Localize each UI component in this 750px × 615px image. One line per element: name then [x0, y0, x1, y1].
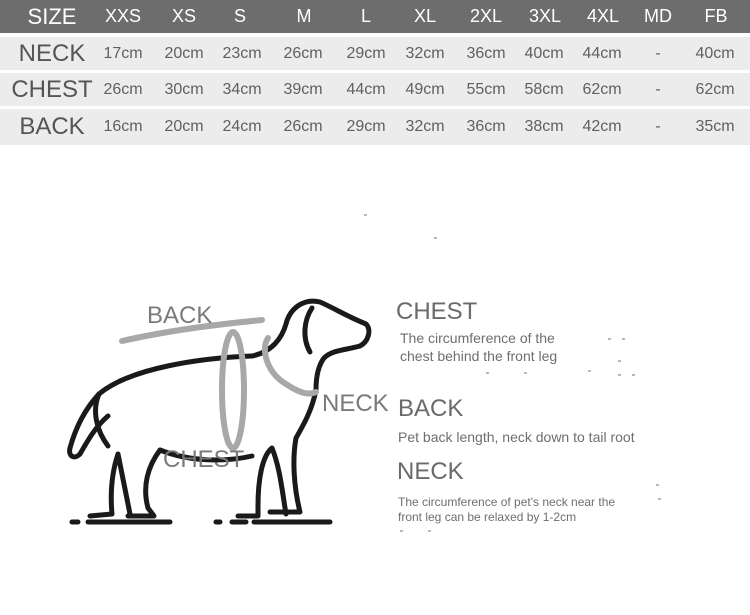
illustration-back-label: BACK: [147, 302, 213, 329]
decorative-speck: [622, 338, 625, 340]
decorative-speck: [588, 370, 591, 372]
decorative-speck: [428, 530, 431, 532]
legend-neck-line-1: The circumference of pet's neck near the: [398, 495, 616, 509]
chest-measure-ring: [222, 332, 244, 448]
legend-chest-line-1: The circumference of the: [400, 330, 555, 346]
table-cell: 39cm: [283, 80, 323, 98]
table-cell: 32cm: [405, 118, 445, 135]
size-header-s: S: [233, 6, 246, 26]
table-cell: -: [655, 80, 661, 98]
legend-neck-title: NECK: [397, 458, 464, 485]
table-header-row: [0, 0, 750, 33]
size-header-fb: FB: [704, 6, 728, 26]
table-cell: 29cm: [346, 44, 386, 62]
table-cell: 62cm: [582, 80, 622, 98]
table-cell: 44cm: [582, 44, 622, 62]
decorative-speck: [658, 498, 661, 500]
size-header-2xl: 2XL: [469, 6, 503, 26]
size-header-l: L: [360, 6, 371, 26]
decorative-speck: [618, 360, 621, 362]
table-cell: 32cm: [405, 44, 445, 62]
table-cell: 30cm: [164, 80, 204, 98]
size-header-m: M: [296, 6, 312, 26]
row-label-neck: NECK: [18, 39, 86, 67]
table-cell: 26cm: [103, 80, 143, 98]
table-cell: 36cm: [466, 44, 506, 62]
table-cell: 35cm: [695, 118, 735, 135]
table-cell: -: [655, 44, 661, 62]
table-cell: 16cm: [103, 118, 143, 135]
table-cell: 26cm: [283, 118, 323, 135]
table-cell: 62cm: [695, 80, 735, 98]
size-header-label: SIZE: [27, 3, 77, 29]
table-cell: 34cm: [222, 80, 262, 98]
row-label-back: BACK: [19, 113, 85, 140]
table-cell: 36cm: [466, 118, 506, 135]
illustration-chest-label: CHEST: [163, 446, 245, 473]
decorative-speck: [618, 374, 621, 376]
size-header-3xl: 3XL: [528, 6, 562, 26]
size-header-xxs: XXS: [104, 6, 142, 26]
decorative-speck: [400, 530, 403, 532]
decorative-speck: [608, 338, 611, 340]
table-cell: 24cm: [222, 118, 262, 135]
table-cell: 58cm: [524, 80, 564, 98]
table-cell: 38cm: [524, 118, 564, 135]
legend-chest-line-2: chest behind the front leg: [400, 348, 558, 364]
table-cell: 40cm: [695, 44, 735, 62]
table-cell: 26cm: [283, 44, 323, 62]
legend-neck-description: [398, 495, 615, 525]
decorative-speck: [632, 374, 635, 376]
table-row-back: [0, 109, 750, 145]
size-header-md: MD: [644, 6, 672, 26]
table-cell: 17cm: [103, 44, 143, 62]
decorative-speck: [656, 484, 659, 486]
decorative-speck: [364, 214, 367, 216]
table-row-neck: [0, 37, 750, 70]
legend-chest-description: [400, 329, 557, 365]
decorative-speck: [486, 372, 489, 374]
legend-chest-title: CHEST: [396, 298, 478, 325]
table-cell: -: [655, 118, 661, 135]
table-cell: 49cm: [405, 80, 445, 98]
legend-back-description: Pet back length, neck down to tail root: [398, 429, 635, 445]
table-cell: 20cm: [164, 118, 204, 135]
table-cell: 29cm: [346, 118, 386, 135]
table-cell: 44cm: [346, 80, 386, 98]
size-header-4xl: 4XL: [586, 6, 620, 26]
decorative-speck: [434, 237, 437, 239]
table-cell: 40cm: [524, 44, 564, 62]
table-cell: 20cm: [164, 44, 204, 62]
table-cell: 42cm: [582, 118, 622, 135]
table-cell: 55cm: [466, 80, 506, 98]
row-label-chest: CHEST: [11, 75, 93, 103]
illustration-neck-label: NECK: [322, 390, 389, 417]
size-header-xs: XS: [171, 6, 196, 26]
size-header-xl: XL: [413, 6, 437, 26]
legend-neck-line-2: front leg can be relaxed by 1-2cm: [398, 510, 577, 524]
table-row-chest: [0, 73, 750, 106]
decorative-speck: [524, 372, 527, 374]
table-cell: 23cm: [222, 44, 262, 62]
legend-back-title: BACK: [398, 395, 464, 422]
